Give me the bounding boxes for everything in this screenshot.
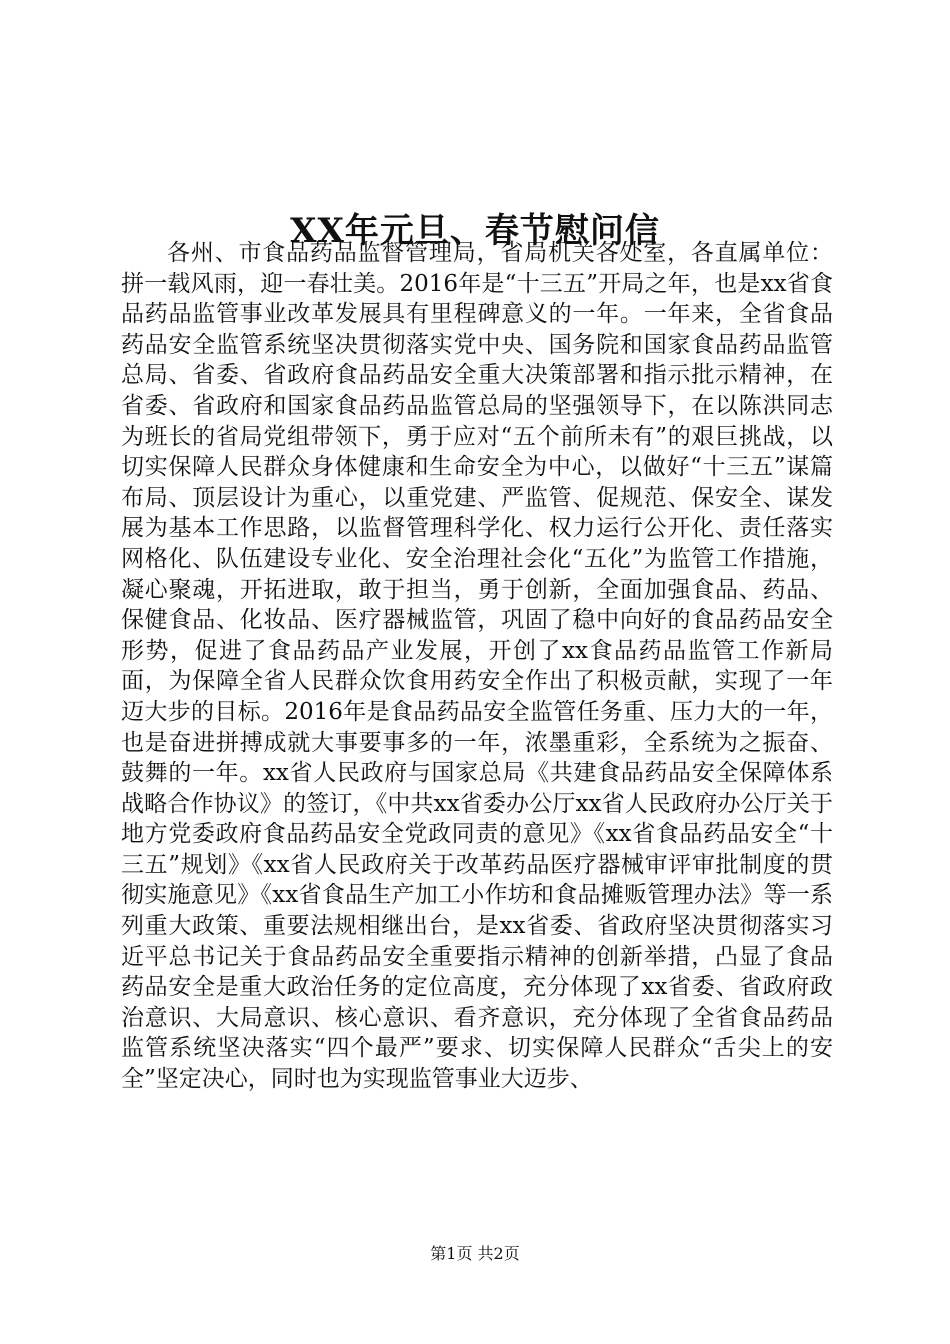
- document-title: XX年元旦、春节慰问信: [290, 210, 660, 251]
- document-body: 各州、市食品药品监督管理局，省局机关各处室，各直属单位：拼一载风雨，迎一春壮美。2016年是“十三五”开局之年，也是xx省食品药品监管事业改革发展具有里程碑意义的一年。一年来，全省食品药品安全监管系统坚决贯彻落实党中央、国务院和国家食品药品监管总局、省委、省政府食品药品安全重大决策部署和指示批示精神，在省委、省政府和国家食品药品监管总局的坚强领导下，在以陈洪同志为班长的省局党组带领下，勇于应对“五个前所未有”的艰巨挑战，以切实保障人民群众身体健康和生命安全为中心，以做好“十三五”谋篇布局、顶层设计为重心，以重党建、严监管、促规范、保安全、谋发展为基本工作思路，以监督管理科学化、权力运行公开化、责任落实网格化、队伍建设专业化、安全治理社会化“五化”为监管工作措施，凝心聚魂，开拓进取，敢于担当，勇于创新，全面加强食品、药品、保健食品、化妆品、医疗器械监管，巩固了稳中向好的食品药品安全形势，促进了食品药品产业发展，开创了xx食品药品监管工作新局面，为保障全省人民群众饮食用药安全作出了积极贡献，实现了一年迈大步的目标。2016年是食品药品安全监管任务重、压力大的一年，也是奋进拼搏成就大事要事多的一年，浓墨重彩，全系统为之振奋、鼓舞的一年。xx省人民政府与国家总局《共建食品药品安全保障体系战略合作协议》的签订，《中共xx省委办公厅xx省人民政府办公厅关于地方党委政府食品药品安全党政同责的意见》《xx省食品药品安全“十三五”规划》《xx省人民政府关于改革药品医疗器械审评审批制度的贯彻实施意见》《xx省食品生产加工小作坊和食品摊贩管理办法》等一系列重大政策、重要法规相继出台，是xx省委、省政府坚决贯彻落实习近平总书记关于食品药品安全重要指示精神的创新举措，凸显了食品药品安全是重大政治任务的定位高度，充分体现了xx省委、省政府政治意识、大局意识、核心意识、看齐意识，充分体现了全省食品药品监管系统坚决落实“四个最严”要求、切实保障人民群众“舌尖上的安全”坚定决心，同时也为实现监管事业大迈步、: [121, 240, 833, 1093]
- page-number-footer: 第1页 共2页: [430, 1244, 520, 1263]
